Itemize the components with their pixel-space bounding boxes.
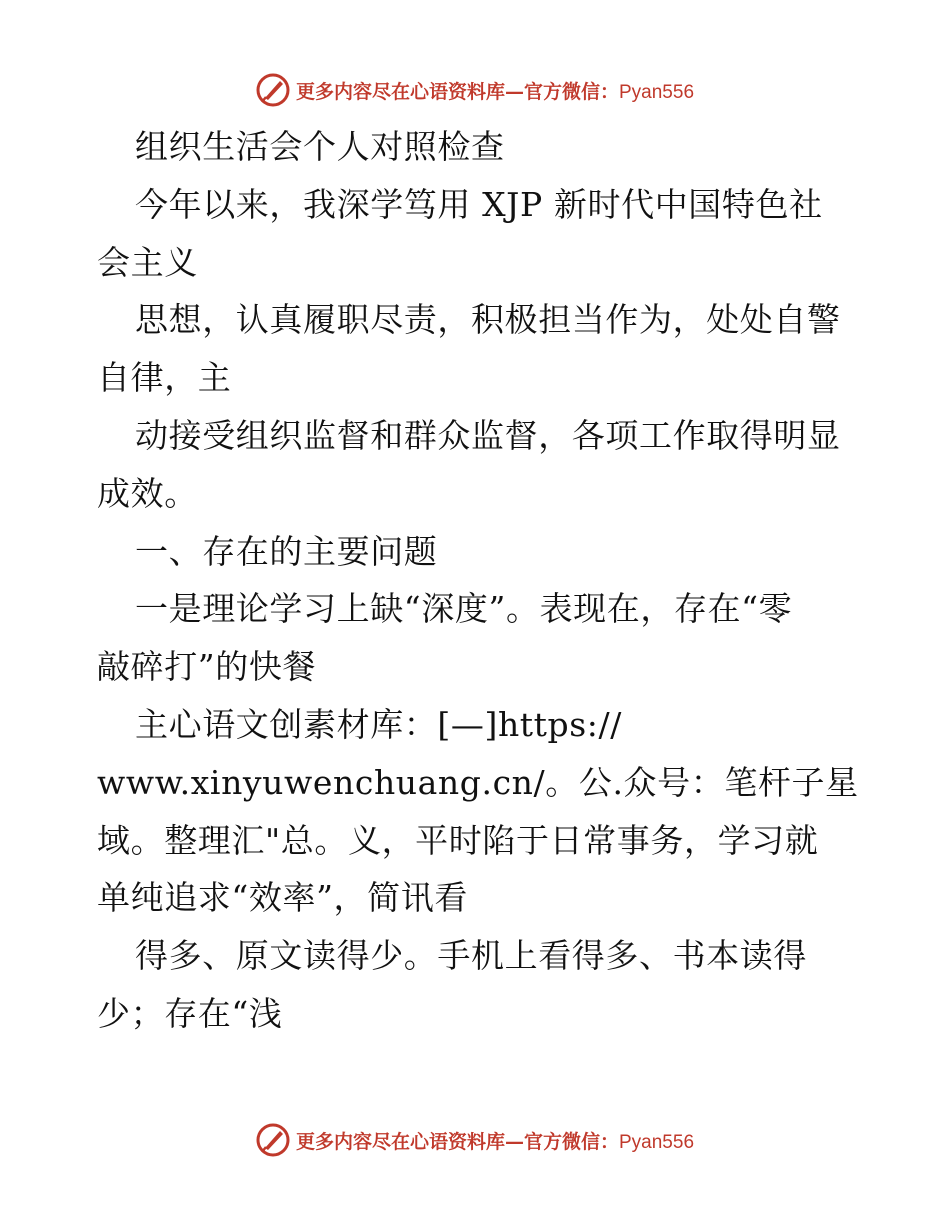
text-line: 动接受组织监督和群众监督，各项工作取得明显 — [135, 415, 841, 455]
text-line: 一、存在的主要问题 — [135, 531, 438, 571]
text-line: www.xinyuwenchuang.cn/。公.众号：笔杆子星 — [97, 762, 859, 802]
text-line: 主心语文创素材库：[—]https:// — [135, 704, 622, 744]
text-line: 一是理论学习上缺“深度”。表现在，存在“零 — [135, 589, 793, 629]
quill-pen-logo-icon — [256, 1123, 290, 1157]
footer-banner-text: 更多内容尽在心语资料库—官方微信：Pyan556 — [295, 1130, 695, 1153]
text-line: 成效。 — [97, 473, 198, 513]
text-line: 会主义 — [97, 242, 198, 282]
text-line: 域。整理汇"总。义，平时陷于日常事务，学习就 — [97, 820, 819, 860]
text-line: 自律，主 — [97, 358, 232, 398]
text-line: 得多、原文读得少。手机上看得多、书本读得 — [135, 936, 807, 976]
document-body — [97, 118, 867, 1043]
footer-banner — [0, 1120, 950, 1160]
text-line: 单纯追求“效率”，简讯看 — [97, 878, 468, 918]
text-line: 思想，认真履职尽责，积极担当作为，处处自警 — [135, 300, 841, 340]
text-line: 敲碎打”的快餐 — [97, 647, 317, 687]
text-line: 少；存在“浅 — [97, 993, 283, 1033]
quill-pen-logo-icon — [256, 73, 290, 107]
text-line: 今年以来，我深学笃用 XJP 新时代中国特色社 — [135, 184, 823, 224]
header-banner — [0, 70, 950, 110]
header-banner-text: 更多内容尽在心语资料库—官方微信：Pyan556 — [295, 80, 695, 103]
text-line: 组织生活会个人对照检查 — [135, 127, 505, 166]
